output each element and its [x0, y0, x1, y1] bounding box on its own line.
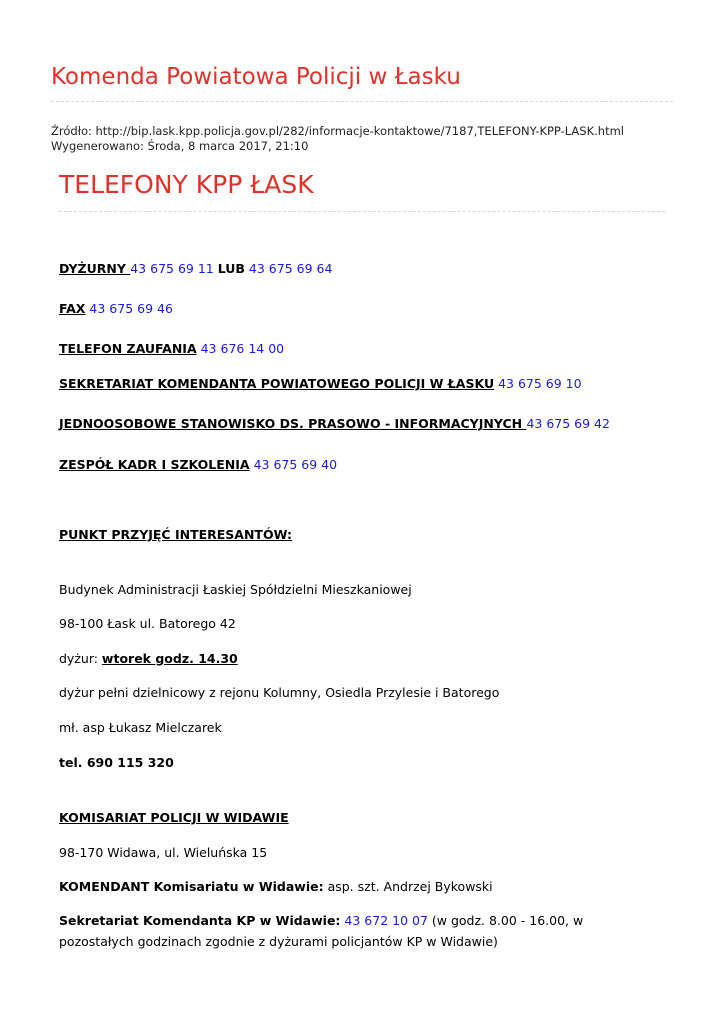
generated-line: Wygenerowano: Środa, 8 marca 2017, 21:10: [51, 139, 309, 153]
press-label: JEDNOOSOBOWE STANOWISKO DS. PRASOWO - INFORMACYJNYCH: [59, 416, 527, 431]
org-title: Komenda Powiatowa Policji w Łasku: [51, 64, 461, 90]
fax-phone[interactable]: 43 675 69 46: [89, 301, 173, 316]
widawa-address: 98-170 Widawa, ul. Wieluńska 15: [59, 845, 268, 860]
title-divider: [59, 211, 665, 212]
duty-or: LUB: [217, 261, 245, 276]
widawa-commander-label: KOMENDANT Komisariatu w Widawie:: [59, 879, 324, 894]
reception-building: Budynek Administracji Łaskiej Spółdzielni Mieszkaniowej: [59, 582, 412, 597]
trust-label: TELEFON ZAUFANIA: [59, 341, 197, 356]
hr-phone[interactable]: 43 675 69 40: [253, 457, 338, 472]
widawa-commander-row: [59, 879, 493, 894]
widawa-secretariat-label: Sekretariat Komendanta KP w Widawie:: [59, 913, 341, 928]
reception-heading: PUNKT PRZYJĘĆ INTERESANTÓW:: [59, 527, 292, 542]
fax-label: FAX: [59, 301, 86, 316]
duty-label: DYŻURNY: [59, 261, 131, 276]
secretariat-row: [59, 376, 582, 391]
reception-officer-name: mł. asp Łukasz Mielczarek: [59, 720, 222, 735]
duty-row: [59, 261, 332, 276]
widawa-heading: KOMISARIAT POLICJI W WIDAWIE: [59, 810, 289, 825]
trust-row: [59, 341, 284, 356]
reception-address: 98-100 Łask ul. Batorego 42: [59, 616, 236, 631]
reception-duty-row: [59, 651, 238, 666]
duty-phone-1[interactable]: 43 675 69 11: [130, 261, 214, 276]
secretariat-label: SEKRETARIAT KOMENDANTA POWIATOWEGO POLICJI W ŁASKU: [59, 376, 495, 391]
hr-label: ZESPÓŁ KADR I SZKOLENIA: [59, 457, 250, 472]
widawa-secretariat-row: [59, 910, 639, 952]
header-divider: [51, 101, 673, 102]
secretariat-phone[interactable]: 43 675 69 10: [498, 376, 582, 391]
widawa-commander-name: asp. szt. Andrzej Bykowski: [323, 879, 493, 894]
reception-officer-phone: tel. 690 115 320: [59, 755, 174, 770]
press-row: [59, 416, 610, 431]
page-title: TELEFONY KPP ŁASK: [59, 170, 314, 199]
source-line: Źródło: http://bip.lask.kpp.policja.gov.pl/282/informacje-kontaktowe/7187,TELEFONY-KPP-LASK.html: [51, 124, 624, 138]
reception-duty-time: wtorek godz. 14.30: [101, 651, 238, 666]
reception-duty-prefix: dyżur:: [59, 651, 102, 666]
widawa-secretariat-note: (w godz. 8.00 - 16.00, w pozostałych godzinach zgodnie z dyżurami policjantów KP w Widawie): [59, 913, 584, 949]
fax-row: [59, 301, 173, 316]
duty-phone-2[interactable]: 43 675 69 64: [248, 261, 333, 276]
widawa-secretariat-phone[interactable]: 43 672 10 07: [344, 913, 428, 928]
reception-officer-note: dyżur pełni dzielnicowy z rejonu Kolumny, Osiedla Przylesie i Batorego: [59, 685, 500, 700]
hr-row: [59, 457, 337, 472]
trust-phone[interactable]: 43 676 14 00: [200, 341, 285, 356]
press-phone[interactable]: 43 675 69 42: [526, 416, 610, 431]
